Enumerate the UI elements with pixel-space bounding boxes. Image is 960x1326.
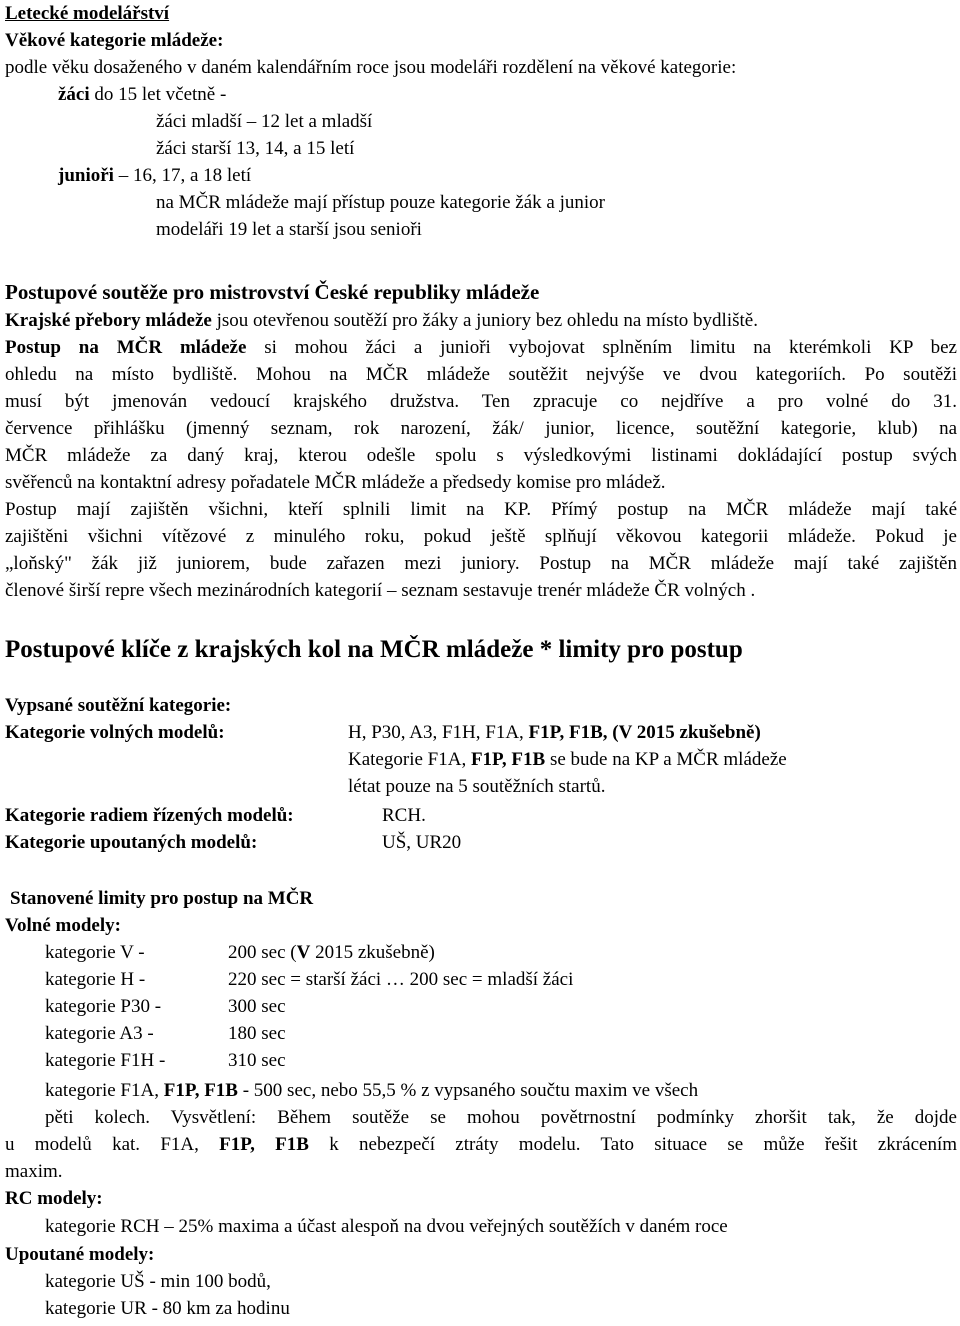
limit-row-cat: kategorie H - (45, 969, 146, 990)
f1a-line-2: pěti kolech. Vysvětlení: Během soutěže se mohou povětrnostní podmínky zhoršit tak, že dojde (45, 1107, 957, 1128)
postup-line-2: Postup na MČR mládeže si mohou žáci a junioři vybojovat splněním limitu na kterémkoli KP bez (5, 337, 957, 358)
limit-row-val: 200 sec (V 2015 zkušebně) (228, 942, 435, 963)
limit-row-cat: kategorie A3 - (45, 1023, 154, 1044)
limit-row-val: 220 sec = starší žáci … 200 sec = mladší žáci (228, 969, 574, 990)
postup-line-1: Krajské přebory mládeže jsou otevřenou soutěží pro žáky a juniory bez ohledu na místo bydliště. (5, 310, 758, 331)
limit-row-val: 300 sec (228, 996, 286, 1017)
limit-row-cat: kategorie V - (45, 942, 145, 963)
f1a-line-4: maxim. (5, 1161, 63, 1182)
postup-line-3: ohledu na místo bydliště. Mohou na MČR mládeže soutěžit nejvýše ve dvou kategoriích. Po soutěži (5, 364, 957, 385)
postup-line-9: zajištěni všichni vítězové z minulého roku, pokud ještě splňují věkovou kategorii mládeže. Pokud je (5, 526, 957, 547)
up-row-1: kategorie UŠ - min 100 bodů, (45, 1271, 271, 1292)
klice-heading: Postupové klíče z krajských kol na MČR mládeže * limity pro postup (5, 636, 743, 663)
rc-row: kategorie RCH – 25% maxima a účast alespoň na dvou veřejných soutěžích v daném roce (45, 1216, 728, 1237)
postup-line-10: „loňský" žák již juniorem, bude zařazen mezi juniory. Postup na MČR mládeže mají také zajištěn (5, 553, 957, 574)
zaci-starsi: žáci starší 13, 14, a 15 letí (156, 138, 355, 159)
up-row-2: kategorie UR - 80 km za hodinu (45, 1298, 290, 1319)
limit-row-val: 310 sec (228, 1050, 286, 1071)
age-intro: podle věku dosaženého v daném kalendářním roce jsou modeláři rozdělení na věkové kategorie: (5, 57, 737, 78)
volne-note-1: Kategorie F1A, F1P, F1B se bude na KP a MČR mládeže (348, 749, 787, 770)
f1a-line-1: kategorie F1A, F1P, F1B - 500 sec, nebo 55,5 % z vypsaného součtu maxim ve všech (45, 1080, 699, 1101)
upout-label: Kategorie upoutaných modelů: (5, 832, 258, 853)
postup-line-8: Postup mají zajištěn všichni, kteří splnili limit na KP. Přímý postup na MČR mládeže mají také (5, 499, 957, 520)
upout-value: UŠ, UR20 (382, 832, 462, 853)
volne-label: Kategorie volných modelů: (5, 722, 225, 743)
seniori-line: modeláři 19 let a starší jsou senioři (156, 219, 422, 240)
limit-row-cat: kategorie P30 - (45, 996, 162, 1017)
limit-row-val: 180 sec (228, 1023, 286, 1044)
upoutane-heading: Upoutané modely: (5, 1244, 155, 1265)
f1a-line-3: u modelů kat. F1A, F1P, F1B k nebezpečí ztráty modelu. Tato situace se může řešit zkrácením (5, 1134, 957, 1155)
page-title: Letecké modelářství (5, 3, 170, 24)
age-heading: Věkové kategorie mládeže: (5, 30, 224, 51)
postup-line-11: členové širší repre všech mezinárodních kategorií – seznam sestavuje trenér mládeže ČR volných . (5, 580, 756, 601)
kategorie-heading: Vypsané soutěžní kategorie: (5, 695, 232, 716)
postup-heading: Postupové soutěže pro mistrovství České republiky mládeže (5, 280, 540, 304)
limity-heading: Stanovené limity pro postup na MČR (10, 888, 314, 909)
volne-modely-heading: Volné modely: (5, 915, 121, 936)
zaci-line: žáci do 15 let včetně - (58, 84, 227, 105)
zaci-mladsi: žáci mladší – 12 let a mladší (156, 111, 373, 132)
postup-line-4: musí být jmenován vedoucí krajského družstva. Ten zpracuje co nejdříve a pro volné do 31. (5, 391, 957, 412)
mcr-access: na MČR mládeže mají přístup pouze kategorie žák a junior (156, 192, 605, 213)
postup-line-5: července přihlášku (jmenný seznam, rok narození, žák/ junior, licence, soutěžní kategorie, klub) na (5, 418, 957, 439)
postup-line-7: svěřenců na kontaktní adresy pořadatele MČR mládeže a předsedy komise pro mládež. (5, 472, 666, 493)
postup-line-6: MČR mládeže za daný kraj, kterou odešle spolu s výsledkovými listinami dokládající postup svých (5, 445, 957, 466)
radio-label: Kategorie radiem řízených modelů: (5, 805, 294, 826)
volne-value: H, P30, A3, F1H, F1A, F1P, F1B, (V 2015 zkušebně) (348, 722, 761, 743)
limit-row-cat: kategorie F1H - (45, 1050, 166, 1071)
radio-value: RCH. (382, 805, 426, 826)
volne-note-2: létat pouze na 5 soutěžních startů. (348, 776, 606, 797)
rc-heading: RC modely: (5, 1188, 103, 1209)
juniori-line: junioři – 16, 17, a 18 letí (58, 165, 252, 186)
